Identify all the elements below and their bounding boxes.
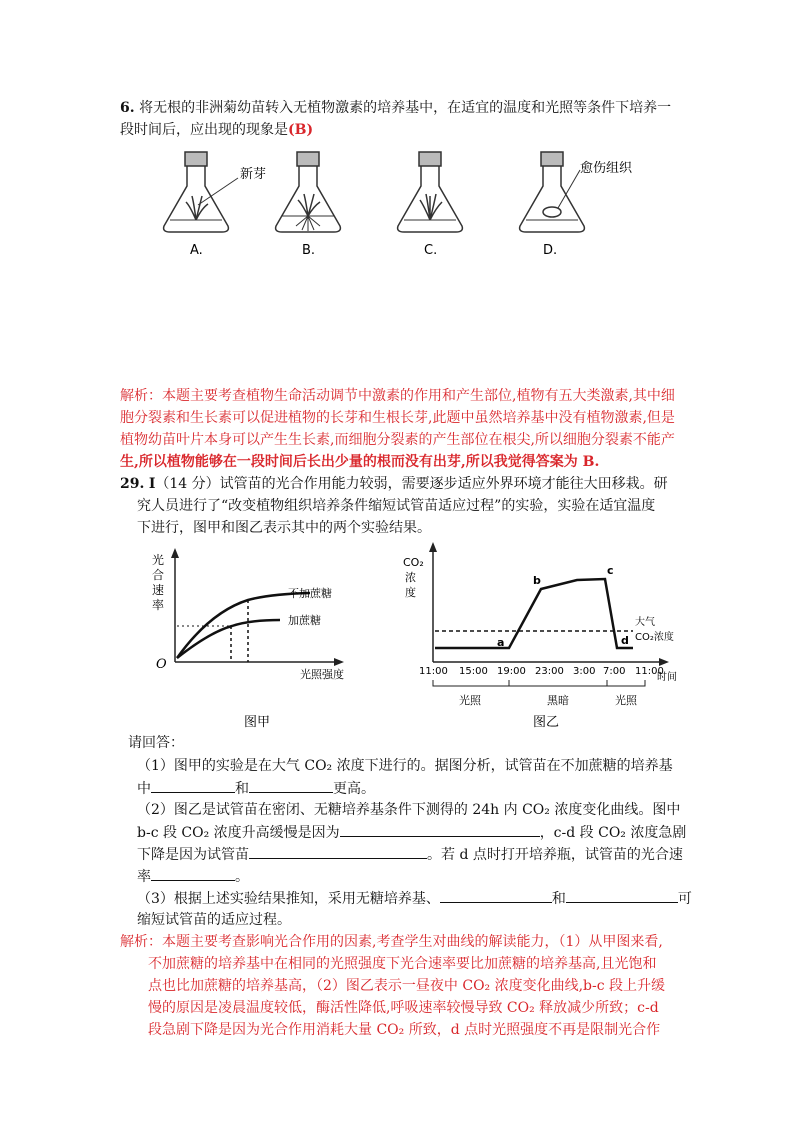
figure-jia [140, 540, 370, 735]
flask-d [520, 152, 585, 232]
option-c: C. [424, 243, 438, 258]
option-b: B. [302, 243, 316, 258]
yi-xtick-4: 23:00 [535, 666, 564, 677]
jia-origin: O [156, 657, 167, 672]
q29-sub3-a [137, 888, 692, 909]
q29-sub2-d-text2: 。 [235, 869, 249, 885]
jia-caption: 图甲 [244, 715, 271, 730]
analysis6-line-4: 生,所以植物能够在一段时间后长出少量的根而没有出芽,所以我觉得答案为 B. [120, 454, 600, 470]
yi-ylabel-2: 浓 [405, 571, 416, 584]
jia-series2-label: 加蔗糖 [288, 614, 321, 627]
q29-sub3-a-text2: 和 [551, 891, 566, 907]
flask-c [398, 152, 463, 232]
answer-blank-7[interactable] [566, 888, 678, 903]
analysis6-line-2: 胞分裂素和生长素可以促进植物的长芽和生根长芽,此题中虽然培养基中没有植物激素,但是 [120, 410, 675, 426]
jia-xlabel: 光照强度 [300, 668, 344, 681]
q29-sub3-a-text3: 可 [677, 891, 692, 907]
jia-ylabel-4: 率 [152, 598, 165, 612]
yi-xtick-6: 7:00 [603, 666, 626, 677]
option-a: A. [190, 243, 203, 258]
answer-blank-5[interactable] [151, 866, 235, 881]
yi-point-d: d [621, 634, 629, 647]
flask-a [164, 152, 238, 232]
answer-blank-1[interactable] [151, 778, 235, 793]
analysis6-line-3: 植物幼苗叶片本身可以产生生长素,而细胞分裂素的产生部位在根尖,所以细胞分裂素不能产 [120, 432, 675, 448]
q29-sub2-b [137, 822, 686, 843]
q6-line2 [120, 120, 313, 140]
q29-line2: 究人员进行了“改变植物组织培养条件缩短试管苗适应过程”的实验，实验在适宜温度 [137, 498, 656, 514]
yi-ylabel-1: CO₂ [403, 556, 424, 569]
analysis29-line-3: 点也比加蔗糖的培养基高，（2）图乙表示一昼夜中 CO₂ 浓度变化曲线,b-c 段上升缓 [148, 978, 666, 994]
q29-sub1-b [137, 778, 375, 799]
q6-line1 [120, 98, 671, 118]
jia-ylabel-3: 速 [152, 583, 165, 597]
q29-sub1-b-text3: 更高。 [333, 781, 375, 797]
q29-sub2-c [137, 844, 683, 865]
analysis29-line-2: 不加蔗糖的培养基中在相同的光照强度下光合速率要比加蔗糖的培养基高,且光饱和 [148, 956, 657, 972]
q29-sub1-a: （1）图甲的实验是在大气 CO₂ 浓度下进行的。据图分析，试管苗在不加蔗糖的培养基 [137, 758, 673, 774]
yi-point-b: b [533, 574, 541, 587]
yi-point-a: a [497, 636, 505, 649]
q29-number: 29. [120, 476, 145, 492]
q29-sub2-b-text2: ，c-d 段 CO₂ 浓度急剧 [539, 825, 687, 841]
yi-phase-2: 黑暗 [547, 694, 569, 707]
flask-figures [150, 150, 670, 262]
label-new-bud: 新芽 [240, 167, 267, 182]
jia-ylabel-1: 光 [152, 553, 165, 567]
yi-phase-3: 光照 [615, 694, 637, 707]
q29-line1 [120, 474, 668, 494]
q6-number: 6. [120, 100, 135, 116]
answer-blank-3[interactable] [340, 822, 540, 837]
yi-xtick-5: 3:00 [573, 666, 596, 677]
jia-series1-label: 不加蔗糖 [288, 587, 332, 600]
q29-sub2-a: （2）图乙是试管苗在密闭、无糖培养基条件下测得的 24h 内 CO₂ 浓度变化曲线。图中 [137, 802, 681, 818]
answer-blank-6[interactable] [440, 888, 552, 903]
q29-sub3-b: 缩短试管苗的适应过程。 [137, 912, 291, 928]
yi-phase-1: 光照 [459, 694, 481, 707]
yi-ylabel-3: 度 [405, 586, 416, 599]
jia-ylabel-2: 合 [152, 568, 165, 582]
q29-sub2-c-text2: 。若 d 点时打开培养瓶，试管苗的光合速 [427, 847, 683, 863]
q29-sub1-b-text2: 和 [235, 781, 249, 797]
yi-caption: 图乙 [533, 715, 560, 730]
analysis29-line-5: 段急剧下降是因为光合作用消耗大量 CO₂ 所致，d 点时光照强度不再是限制光合作 [148, 1022, 661, 1038]
q29-line3: 下进行，图甲和图乙表示其中的两个实验结果。 [137, 520, 431, 536]
yi-xtick-2: 15:00 [459, 666, 488, 677]
figure-yi [395, 540, 695, 735]
yi-xtick-1: 11:00 [419, 666, 448, 677]
q6-answer: (B) [288, 122, 314, 138]
yi-atm-label-2: CO₂浓度 [635, 632, 674, 643]
yi-xtick-7: 11:00 [635, 666, 664, 677]
q29-mark: I [148, 476, 156, 492]
analysis29-line-4: 慢的原因是凌晨温度较低，酶活性降低,呼吸速率较慢导致 CO₂ 释放减少所致；c-d [148, 1000, 659, 1016]
answer-blank-2[interactable] [249, 778, 333, 793]
analysis29-line-1: 解析：本题主要考查影响光合作用的因素,考查学生对曲线的解读能力，（1）从甲图来看, [120, 934, 663, 950]
q29-prompt: 请回答： [128, 735, 184, 751]
yi-atm-label-1: 大气 [635, 617, 655, 628]
yi-xtick-3: 19:00 [497, 666, 526, 677]
q29-sub2-d-text1: 率 [137, 869, 151, 885]
label-callus: 愈伤组织 [580, 161, 633, 176]
q6-text-1: 将无根的非洲菊幼苗转入无植物激素的培养基中，在适宜的温度和光照等条件下培养一 [139, 100, 672, 116]
q29-text-1: （14 分）试管苗的光合作用能力较弱，需要逐步适应外界环境才能往大田移栽。研 [155, 476, 668, 492]
answer-blank-4[interactable] [249, 844, 427, 859]
q6-text-2: 段时间后，应出现的现象是 [120, 122, 288, 138]
option-d: D. [543, 243, 558, 258]
q29-sub2-b-text1: b-c 段 CO₂ 浓度升高缓慢是因为 [137, 825, 340, 841]
q29-sub2-d [137, 866, 249, 887]
q29-sub2-c-text1: 下降是因为试管苗 [137, 847, 249, 863]
yi-xlabel: 时间 [657, 672, 677, 683]
yi-point-c: c [607, 564, 614, 577]
q29-sub3-a-text1: （3）根据上述实验结果推知，采用无糖培养基、 [137, 891, 440, 907]
yi-curve [435, 579, 633, 648]
q29-sub1-b-text1: 中 [137, 781, 151, 797]
analysis6-line-1: 解析：本题主要考查植物生命活动调节中激素的作用和产生部位,植物有五大类激素,其中细 [120, 388, 675, 404]
flask-b [276, 152, 341, 232]
